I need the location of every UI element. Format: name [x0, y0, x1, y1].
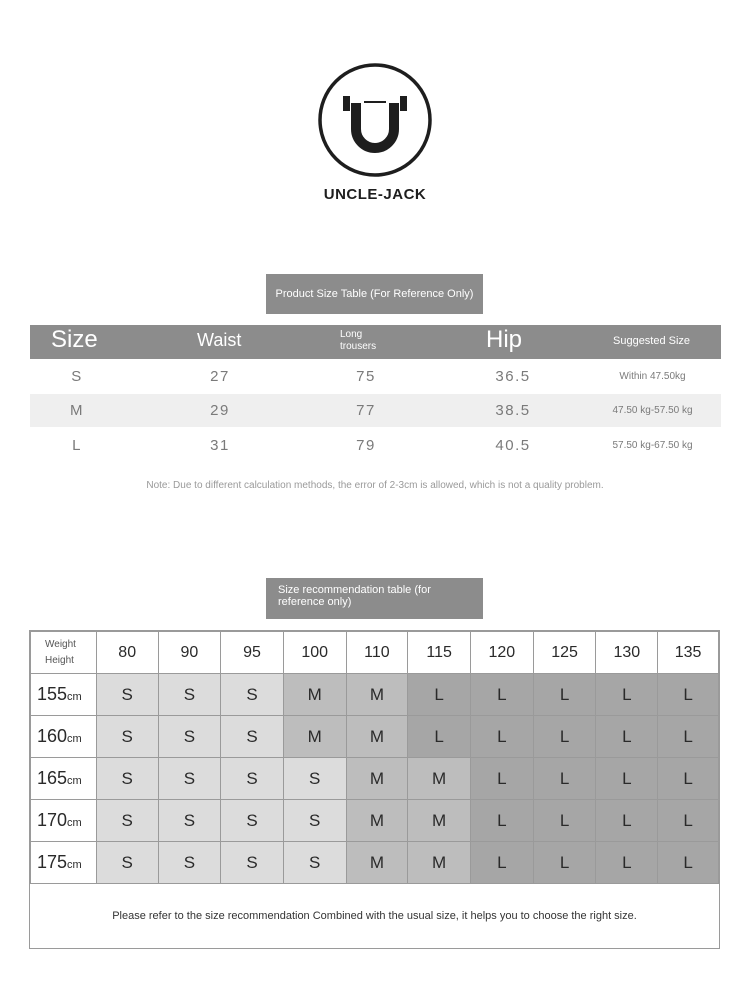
- size-cell: L: [408, 674, 471, 716]
- height-cell: [31, 758, 97, 800]
- size-cell: S: [283, 800, 346, 842]
- table-row: [30, 429, 721, 462]
- header-suggested: Suggested Size: [613, 335, 691, 347]
- size-cell: S: [283, 842, 346, 884]
- size-cell: L: [658, 758, 719, 800]
- height-unit: cm: [67, 691, 82, 703]
- size-cell: L: [658, 842, 719, 884]
- size-cell: S: [158, 800, 221, 842]
- size-cell: S: [96, 800, 158, 842]
- height-value: 160: [37, 726, 68, 746]
- size-cell: L: [471, 716, 534, 758]
- recommendation-grid: [29, 630, 720, 949]
- cell-waist: 27: [210, 368, 230, 385]
- cell-suggested: 47.50 kg-57.50 kg: [612, 405, 693, 416]
- size-cell: L: [533, 758, 596, 800]
- size-cell: M: [408, 758, 471, 800]
- size-cell: L: [408, 716, 471, 758]
- weight-header-cell: 80: [96, 632, 158, 674]
- height-unit: cm: [67, 775, 82, 787]
- weight-header-cell: 135: [658, 632, 719, 674]
- brand-name: UNCLE-JACK: [323, 186, 427, 203]
- size-cell: L: [471, 674, 534, 716]
- cell-waist: 31: [210, 437, 230, 454]
- size-cell: S: [158, 674, 221, 716]
- size-cell: L: [596, 842, 658, 884]
- size-cell: L: [471, 758, 534, 800]
- size-cell: L: [658, 800, 719, 842]
- height-value: 175: [37, 852, 68, 872]
- size-cell: S: [96, 842, 158, 884]
- weight-header-row: [31, 632, 719, 674]
- uncle-jack-u-logo-icon: [318, 63, 432, 177]
- measurement-note: Note: Due to different calculation methods, the error of 2-3cm is allowed, which is not a quality problem.: [146, 480, 604, 491]
- size-cell: L: [471, 800, 534, 842]
- corner-cell: [31, 632, 97, 674]
- size-cell: S: [158, 758, 221, 800]
- size-cell: S: [96, 716, 158, 758]
- size-cell: S: [283, 758, 346, 800]
- cell-hip: 38.5: [495, 402, 531, 419]
- recommendation-table: [30, 631, 719, 884]
- size-cell: M: [408, 800, 471, 842]
- height-cell: [31, 674, 97, 716]
- height-unit: cm: [67, 817, 82, 829]
- cell-size: M: [70, 402, 84, 419]
- weight-header-cell: 130: [596, 632, 658, 674]
- header-waist: Waist: [197, 330, 242, 350]
- size-cell: L: [533, 674, 596, 716]
- header-hip: Hip: [486, 326, 523, 353]
- weight-header-cell: 100: [283, 632, 346, 674]
- cell-long: 79: [356, 437, 376, 454]
- table-row: [31, 674, 719, 716]
- size-cell: M: [346, 716, 408, 758]
- size-cell: S: [221, 800, 284, 842]
- table-row: [30, 360, 721, 393]
- size-cell: L: [533, 716, 596, 758]
- size-cell: L: [658, 674, 719, 716]
- size-cell: L: [596, 800, 658, 842]
- corner-height: Height: [45, 654, 74, 666]
- header-size: Size: [51, 326, 98, 353]
- size-cell: L: [596, 716, 658, 758]
- height-unit: cm: [67, 859, 82, 871]
- cell-size: S: [71, 368, 83, 385]
- table-row: [31, 758, 719, 800]
- cell-hip: 36.5: [495, 368, 531, 385]
- size-cell: M: [346, 674, 408, 716]
- cell-hip: 40.5: [495, 437, 531, 454]
- size-cell: S: [221, 674, 284, 716]
- table-row: [30, 394, 721, 427]
- weight-header-cell: 90: [158, 632, 221, 674]
- height-cell: [31, 842, 97, 884]
- brand-logo: [318, 63, 432, 177]
- weight-header-cell: 125: [533, 632, 596, 674]
- height-cell: [31, 716, 97, 758]
- size-cell: M: [346, 800, 408, 842]
- size-cell: M: [408, 842, 471, 884]
- size-cell: S: [158, 842, 221, 884]
- recommendation-footer: Please refer to the size recommendation Combined with the usual size, it helps you to choose the right size.: [112, 910, 637, 922]
- weight-header-cell: 120: [471, 632, 534, 674]
- product-table-label: Product Size Table (For Reference Only): [266, 274, 483, 314]
- corner-weight: Weight: [45, 638, 76, 650]
- size-cell: M: [346, 758, 408, 800]
- size-cell: M: [283, 674, 346, 716]
- recommendation-table-label: Size recommendation table (for reference only): [266, 578, 483, 619]
- size-cell: L: [596, 674, 658, 716]
- size-cell: S: [96, 674, 158, 716]
- cell-long: 75: [356, 368, 376, 385]
- header-long: Long trousers: [340, 329, 377, 352]
- size-cell: L: [533, 842, 596, 884]
- size-cell: L: [471, 842, 534, 884]
- size-cell: S: [96, 758, 158, 800]
- height-value: 170: [37, 810, 68, 830]
- height-value: 155: [37, 684, 68, 704]
- product-table-header: [30, 325, 721, 359]
- cell-long: 77: [356, 402, 376, 419]
- height-cell: [31, 800, 97, 842]
- height-unit: cm: [67, 733, 82, 745]
- size-cell: M: [283, 716, 346, 758]
- cell-suggested: 57.50 kg-67.50 kg: [612, 440, 693, 451]
- cell-size: L: [72, 437, 82, 454]
- size-cell: M: [346, 842, 408, 884]
- size-cell: L: [533, 800, 596, 842]
- size-cell: S: [158, 716, 221, 758]
- height-value: 165: [37, 768, 68, 788]
- cell-waist: 29: [210, 402, 230, 419]
- size-cell: L: [596, 758, 658, 800]
- cell-suggested: Within 47.50kg: [619, 371, 686, 382]
- table-row: [31, 800, 719, 842]
- size-cell: L: [658, 716, 719, 758]
- table-row: [31, 716, 719, 758]
- table-row: [31, 842, 719, 884]
- size-cell: S: [221, 842, 284, 884]
- size-cell: S: [221, 758, 284, 800]
- weight-header-cell: 115: [408, 632, 471, 674]
- weight-header-cell: 110: [346, 632, 408, 674]
- size-cell: S: [221, 716, 284, 758]
- weight-header-cell: 95: [221, 632, 284, 674]
